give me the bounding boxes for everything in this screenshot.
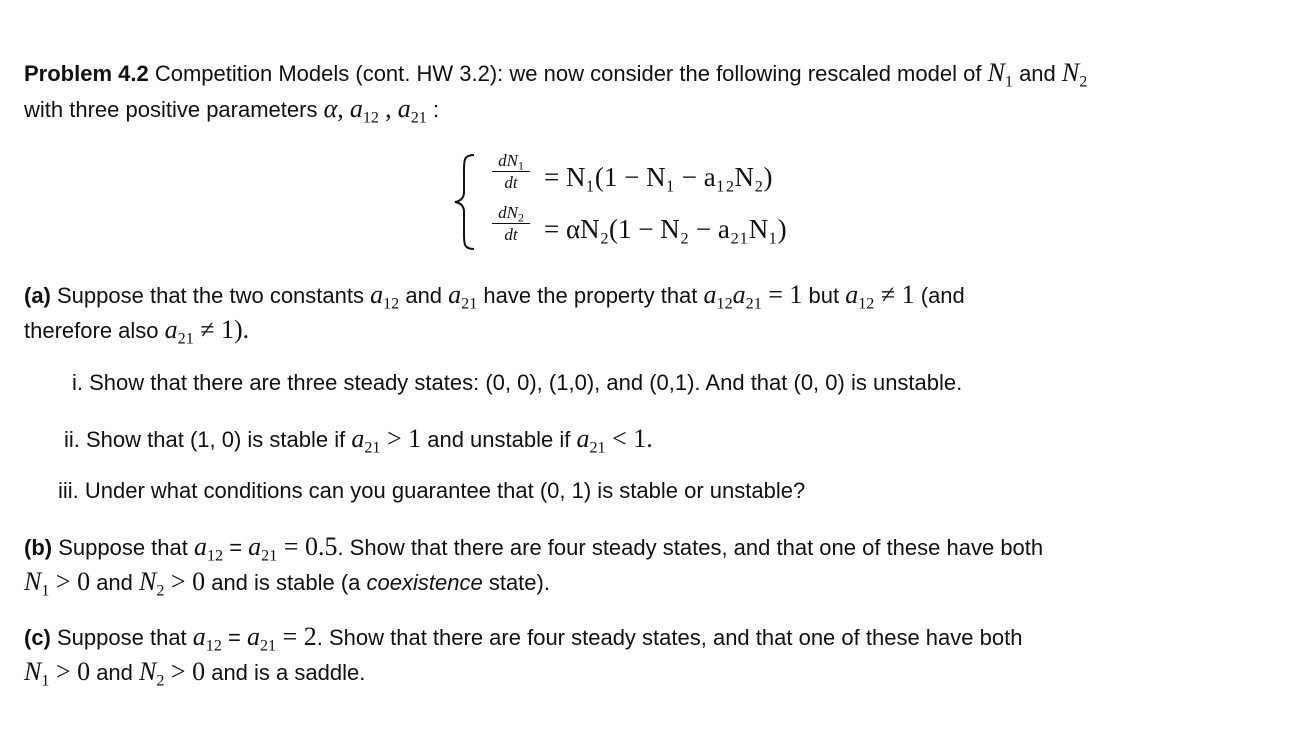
a-a21: $a_{21}$ bbox=[448, 280, 478, 313]
part-c-line-1: (c) Suppose that $a_{12} = a_{21} = 2$. Show that there are four steady states, and that one of these have both bbox=[24, 622, 1023, 655]
problem-intro-text: Competition Models (cont. HW 3.2): we now consider the following rescaled model of bbox=[148, 61, 988, 86]
a-a12-neq: $a_{12}$ bbox=[845, 280, 875, 313]
problem-intro-params: with three positive parameters bbox=[24, 97, 324, 122]
part-b-label: (b) bbox=[24, 535, 53, 560]
param-a12: $a_{12}$ bbox=[349, 94, 379, 127]
eq1-derivative: $dN_1$ dt bbox=[492, 152, 530, 192]
var-n2: $N_2$ bbox=[1061, 58, 1088, 91]
part-a-item-ii: ii. Show that (1, 0) is stable if $a_{21} > 1$ and unstable if $a_{21} < 1$. bbox=[64, 424, 653, 457]
problem-intro-line-2: with three positive parameters α, $a_{12}$ , $a_{21}$ : bbox=[24, 94, 440, 127]
part-a-label: (a) bbox=[24, 283, 51, 308]
param-alpha: α bbox=[323, 94, 338, 123]
part-b-line-1: (b) Suppose that $a_{12} = a_{21} = 0.5$. Show that there are four steady states, and that one of these have both bbox=[24, 532, 1044, 565]
part-b-line-2: $N_1 > 0$ and $N_2 > 0$ and is stable (a coexistence state). bbox=[24, 567, 550, 600]
problem-label: Problem 4.2 bbox=[24, 61, 149, 86]
eq1-rhs: = N₁(1 − N₁ − a₁₂N₂) bbox=[544, 162, 773, 192]
problem-intro-line-1 bbox=[24, 58, 1088, 91]
left-brace bbox=[452, 152, 480, 252]
intro-and: and bbox=[1012, 61, 1062, 86]
a-product: $a_{12}a_{21}$ bbox=[703, 280, 762, 313]
param-a21: $a_{21}$ bbox=[397, 94, 427, 127]
part-c-line-2: $N_1 > 0$ and $N_2 > 0$ and is a saddle. bbox=[24, 657, 366, 690]
eq2-rhs: = αN₂(1 − N₂ − a₂₁N₁) bbox=[544, 214, 787, 244]
part-a-line-2: therefore also $a_{21} \ne 1$). bbox=[24, 315, 250, 348]
part-c-label: (c) bbox=[24, 625, 51, 650]
var-n1: $N_1$ bbox=[987, 58, 1013, 91]
part-a-item-i: i. Show that there are three steady states: (0, 0), (1,0), and (0,1). And that (0, 0) is unstable. bbox=[72, 370, 963, 395]
a-a12: $a_{12}$ bbox=[370, 280, 400, 313]
equation-system bbox=[452, 152, 872, 252]
a-a21-neq: $a_{21}$ bbox=[164, 315, 194, 348]
part-a-item-iii: iii. Under what conditions can you guarantee that (0, 1) is stable or unstable? bbox=[58, 478, 806, 503]
eq2-derivative: $dN_2$ dt bbox=[492, 204, 530, 244]
part-a-line-1: (a) Suppose that the two constants $a_{12}$ and $a_{21}$ have the property that $a_{12}a_{21} = 1$ but $a_{12} \ne 1$ (and bbox=[24, 280, 965, 313]
coexistence-term: coexistence bbox=[366, 570, 483, 595]
